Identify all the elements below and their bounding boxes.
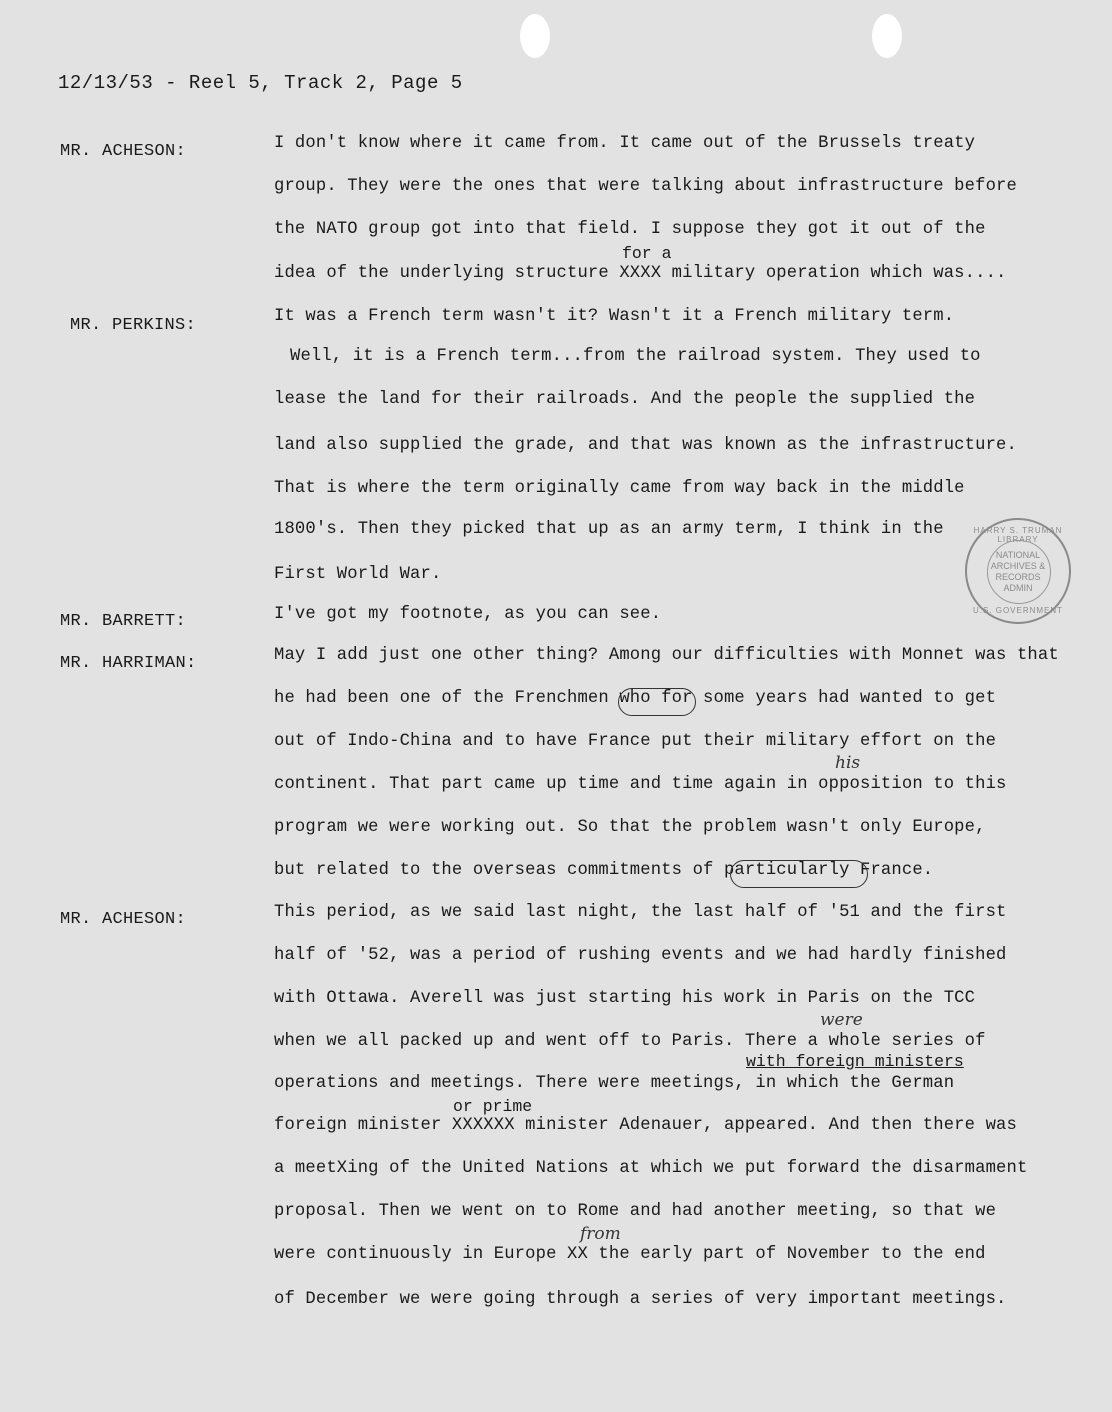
transcript-line: May I add just one other thing? Among our difficulties with Monnet was that <box>274 646 1059 665</box>
circle-mark-who <box>618 688 696 716</box>
speaker-barrett: MR. BARRETT: <box>60 612 187 631</box>
transcript-line: lease the land for their railroads. And the people the supplied the <box>274 390 976 409</box>
punch-hole-left <box>520 14 550 58</box>
transcript-line: I don't know where it came from. It came out of the Brussels treaty <box>274 134 976 153</box>
stamp-ring-bottom: U.S. GOVERNMENT <box>972 606 1064 615</box>
stamp-center-text <box>983 550 1053 594</box>
stamp-line-1: NATIONAL <box>995 550 1041 560</box>
handwritten-were: were <box>820 1010 863 1030</box>
handwritten-his: his <box>835 753 861 773</box>
stamp-line-4: ADMIN <box>1003 583 1033 593</box>
insert-or-prime: or prime <box>453 1097 533 1116</box>
transcript-line: foreign minister XXXXXX minister Adenauer, appeared. And then there was <box>274 1116 1017 1135</box>
archive-stamp <box>965 518 1071 624</box>
punch-hole-right <box>872 14 902 58</box>
transcript-line: were continuously in Europe XX the early part of November to the end <box>274 1245 986 1264</box>
transcript-line: This period, as we said last night, the last half of '51 and the first <box>274 903 1007 922</box>
transcript-line: group. They were the ones that were talking about infrastructure before <box>274 177 1017 196</box>
speaker-perkins: MR. PERKINS: <box>70 316 197 335</box>
insert-with-foreign-ministers: with foreign ministers <box>746 1052 964 1071</box>
stamp-line-2: ARCHIVES & <box>990 561 1046 571</box>
transcript-line: It was a French term wasn't it? Wasn't it a French military term. <box>274 307 955 326</box>
transcript-line: half of '52, was a period of rushing events and we had hardly finished <box>274 946 1007 965</box>
speaker-acheson-1: MR. ACHESON: <box>60 142 187 161</box>
transcript-line: proposal. Then we went on to Rome and had another meeting, so that we <box>274 1202 997 1221</box>
transcript-line: 1800's. Then they picked that up as an army term, I think in the <box>274 520 944 539</box>
circle-mark-particularly <box>730 860 868 888</box>
transcript-line: program we were working out. So that the problem wasn't only Europe, <box>274 818 986 837</box>
transcript-line: land also supplied the grade, and that was known as the infrastructure. <box>274 436 1017 455</box>
transcript-line: out of Indo-China and to have France put their military effort on the <box>274 732 997 751</box>
insert-for-a: for a <box>622 244 672 263</box>
transcript-line: operations and meetings. There were meetings, in which the German <box>274 1074 955 1093</box>
transcript-line: when we all packed up and went off to Paris. There a whole series of <box>274 1032 986 1051</box>
page-header: 12/13/53 - Reel 5, Track 2, Page 5 <box>58 72 463 94</box>
transcript-line: continent. That part came up time and time again in opposition to this <box>274 775 1007 794</box>
speaker-acheson-2: MR. ACHESON: <box>60 910 187 929</box>
transcript-line: Well, it is a French term...from the railroad system. They used to <box>290 347 981 366</box>
transcript-line: That is where the term originally came from way back in the middle <box>274 479 965 498</box>
stamp-line-3: RECORDS <box>995 572 1041 582</box>
transcript-line: idea of the underlying structure XXXX military operation which was.... <box>274 264 1007 283</box>
speaker-harriman: MR. HARRIMAN: <box>60 654 197 673</box>
transcript-line: with Ottawa. Averell was just starting his work in Paris on the TCC <box>274 989 976 1008</box>
transcript-line: a meetXing of the United Nations at which we put forward the disarmament <box>274 1159 1028 1178</box>
transcript-line: the NATO group got into that field. I suppose they got it out of the <box>274 220 986 239</box>
transcript-line: First World War. <box>274 565 442 584</box>
transcript-line: he had been one of the Frenchmen who for some years had wanted to get <box>274 689 997 708</box>
transcript-line: I've got my footnote, as you can see. <box>274 605 662 624</box>
handwritten-from: from <box>580 1224 621 1244</box>
transcript-line: but related to the overseas commitments of particularly France. <box>274 861 934 880</box>
stamp-ring-top: HARRY S. TRUMAN LIBRARY <box>973 526 1063 544</box>
transcript-line: of December we were going through a series of very important meetings. <box>274 1290 1007 1309</box>
